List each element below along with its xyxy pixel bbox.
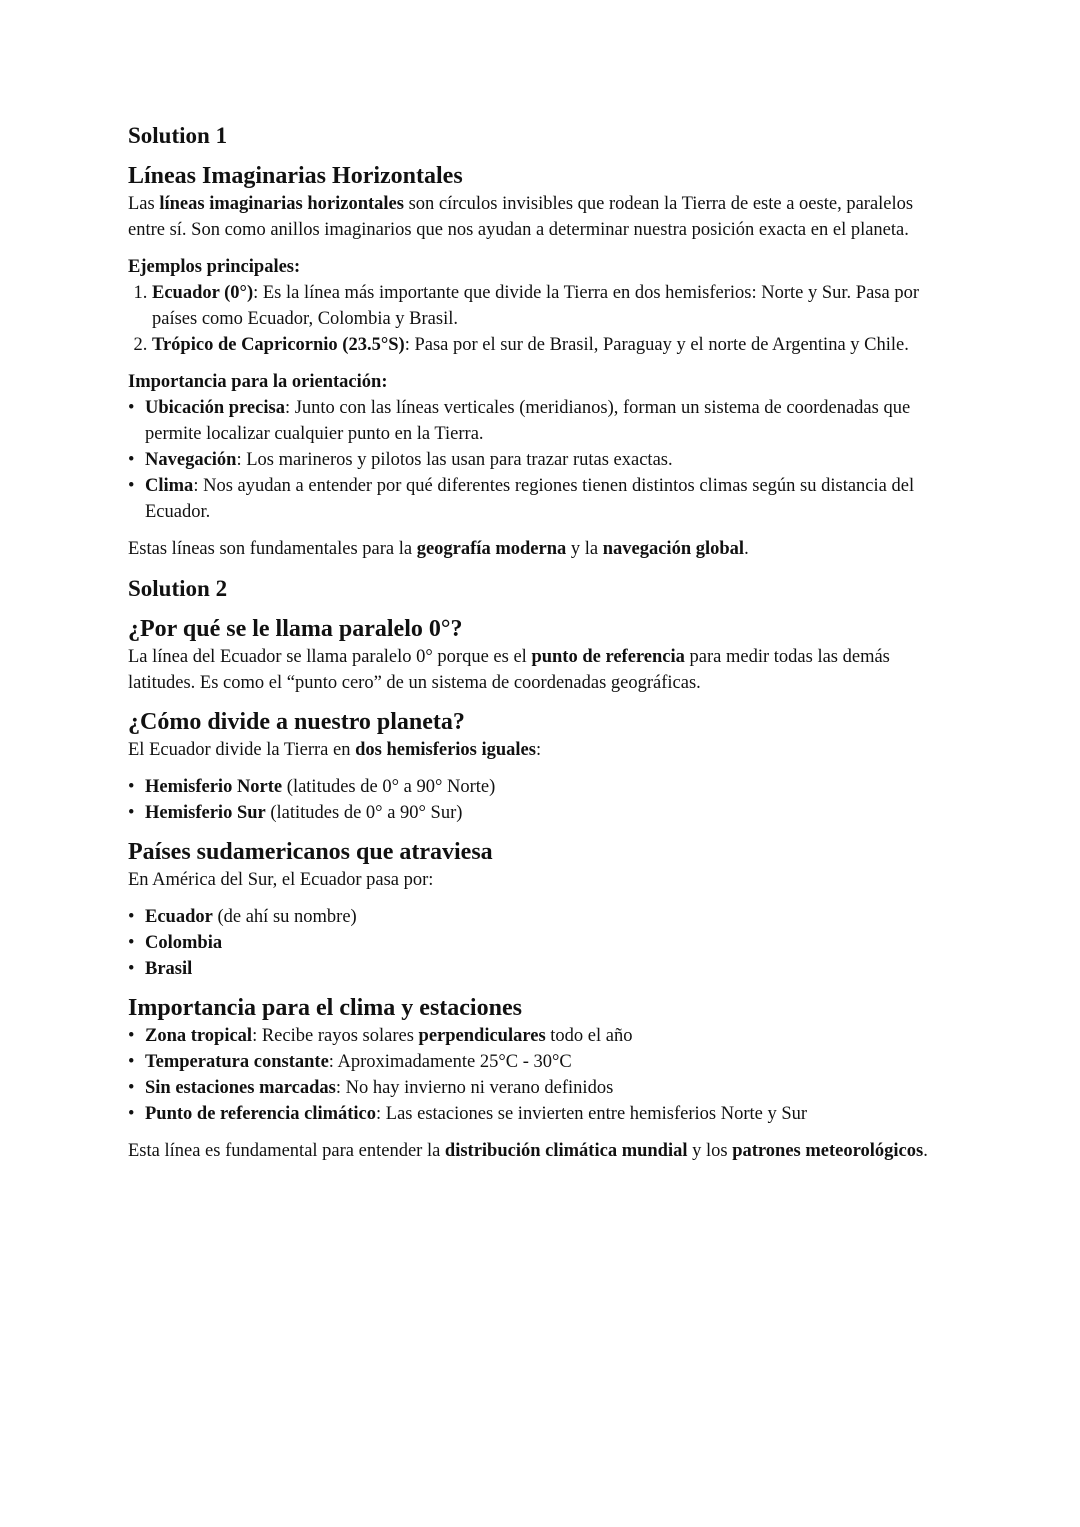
text: La línea del Ecuador se llama paralelo 0° porque es el xyxy=(128,647,532,667)
bold-text: Navegación xyxy=(145,450,237,470)
importance-list xyxy=(128,395,938,525)
section-heading-horizontal-lines: Líneas Imaginarias Horizontales xyxy=(128,163,463,189)
text: son círculos invisibles que rodean la Tierra de este a oeste, paralelos entre sí. Son como anillos imaginarios que nos ayudan a determinar nuestra posición exacta en el planeta. xyxy=(128,194,914,240)
divide-paragraph xyxy=(128,737,938,763)
text: y los xyxy=(687,1141,733,1161)
bold-text: líneas imaginarias horizontales xyxy=(159,194,404,214)
bold-text: Sin estaciones marcadas xyxy=(145,1078,336,1098)
bold-text: Trópico de Capricornio (23.5°S) xyxy=(152,335,405,355)
list-item xyxy=(145,447,938,473)
text: (latitudes de 0° a 90° Sur) xyxy=(265,803,463,823)
bold-text: navegación global xyxy=(602,539,745,559)
intro-paragraph xyxy=(128,191,938,243)
list-item xyxy=(145,1023,938,1049)
section-heading-countries: Países sudamericanos que atraviesa xyxy=(128,839,493,865)
text: : Las estaciones se invierten entre hemisferios Norte y Sur xyxy=(376,1104,808,1124)
bold-text: punto de referencia xyxy=(531,647,685,667)
text: El Ecuador divide la Tierra en xyxy=(128,740,356,760)
list-item xyxy=(145,774,938,800)
list-item xyxy=(145,956,938,982)
bold-text: Ecuador xyxy=(145,907,213,927)
bold-text: Ecuador (0°) xyxy=(152,283,254,303)
list-item xyxy=(145,800,938,826)
text: (latitudes de 0° a 90° Norte) xyxy=(282,777,496,797)
list-item xyxy=(145,904,938,930)
text: : Recibe rayos solares xyxy=(252,1026,419,1046)
list-item xyxy=(145,1101,938,1127)
text: : Aproximadamente 25°C - 30°C xyxy=(328,1052,572,1072)
countries-list xyxy=(128,904,938,982)
text: : Pasa por el sur de Brasil, Paraguay y el norte de Argentina y Chile. xyxy=(404,335,909,355)
examples-label: Ejemplos principales: xyxy=(128,257,301,277)
climate-list xyxy=(128,1023,938,1127)
text: para medir todas las demás latitudes. Es como el “punto cero” de un sistema de coordenadas geográficas. xyxy=(128,647,890,693)
bold-text: Colombia xyxy=(145,933,223,953)
text: . xyxy=(744,539,749,559)
list-item xyxy=(145,473,938,525)
text: : xyxy=(535,740,542,760)
closing-paragraph-1 xyxy=(128,536,938,562)
text: : Junto con las líneas verticales (meridianos), forman un sistema de coordenadas que permite localizar cualquier punto en la Tierra. xyxy=(145,398,911,444)
bold-text: Punto de referencia climático xyxy=(145,1104,377,1124)
examples-list xyxy=(128,280,938,358)
hemispheres-list xyxy=(128,774,938,826)
document-page xyxy=(128,120,938,1175)
text: : Es la línea más importante que divide la Tierra en dos hemisferios: Norte y Sur. Pasa por países como Ecuador, Colombia y Brasil. xyxy=(152,283,919,329)
bold-text: Ubicación precisa xyxy=(145,398,285,418)
bold-text: Clima xyxy=(145,476,194,496)
section-heading-climate: Importancia para el clima y estaciones xyxy=(128,995,522,1021)
bold-text: geografía moderna xyxy=(416,539,567,559)
list-item xyxy=(145,930,938,956)
closing-paragraph-2 xyxy=(128,1138,938,1164)
bold-text: Hemisferio Sur xyxy=(145,803,266,823)
list-item xyxy=(145,1075,938,1101)
text: : Los marineros y pilotos las usan para trazar rutas exactas. xyxy=(236,450,673,470)
bold-text: perpendiculares xyxy=(418,1026,546,1046)
bold-text: patrones meteorológicos xyxy=(732,1141,924,1161)
text: y la xyxy=(566,539,603,559)
text: . xyxy=(923,1141,928,1161)
solution-2-title: Solution 2 xyxy=(128,576,228,601)
importance-label: Importancia para la orientación: xyxy=(128,372,388,392)
text: : Nos ayudan a entender por qué diferentes regiones tienen distintos climas según su distancia del Ecuador. xyxy=(145,476,915,522)
text: : No hay invierno ni verano definidos xyxy=(335,1078,614,1098)
bold-text: distribución climática mundial xyxy=(444,1141,688,1161)
countries-intro: En América del Sur, el Ecuador pasa por: xyxy=(128,870,434,890)
text: Estas líneas son fundamentales para la xyxy=(128,539,417,559)
bold-text: Hemisferio Norte xyxy=(145,777,283,797)
text: todo el año xyxy=(545,1026,633,1046)
section-heading-parallel-zero: ¿Por qué se le llama paralelo 0°? xyxy=(128,616,463,642)
parallel-zero-paragraph xyxy=(128,644,938,696)
solution-1-title: Solution 1 xyxy=(128,123,228,148)
list-item xyxy=(152,280,938,332)
list-item xyxy=(152,332,938,358)
section-heading-divide-planet: ¿Cómo divide a nuestro planeta? xyxy=(128,709,465,735)
bold-text: Zona tropical xyxy=(145,1026,253,1046)
text: Esta línea es fundamental para entender la xyxy=(128,1141,445,1161)
text: Las xyxy=(128,194,160,214)
list-item xyxy=(145,395,938,447)
bold-text: dos hemisferios iguales xyxy=(355,740,536,760)
bold-text: Temperatura constante xyxy=(145,1052,329,1072)
bold-text: Brasil xyxy=(145,959,193,979)
text: (de ahí su nombre) xyxy=(212,907,357,927)
list-item xyxy=(145,1049,938,1075)
